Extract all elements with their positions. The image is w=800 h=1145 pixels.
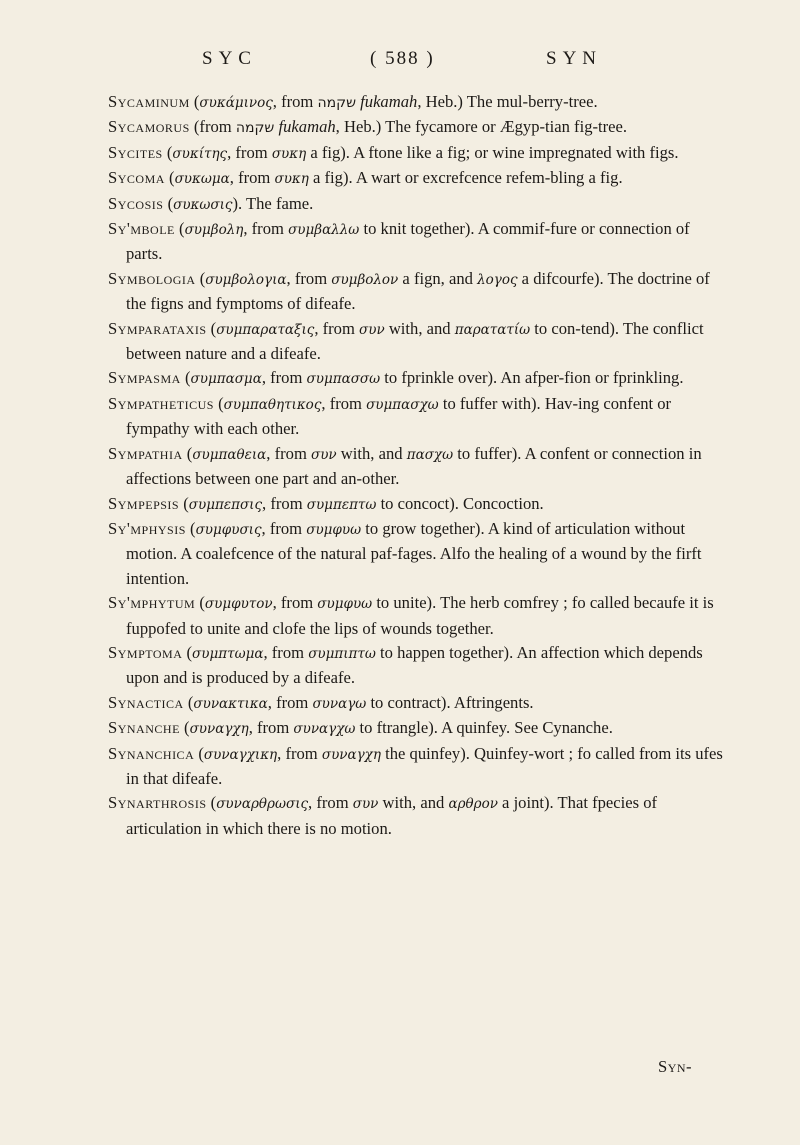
greek-root: συμφυω [306,521,362,538]
header-left: SYC [202,48,257,69]
greek-term: συμπαραταξις [216,321,315,338]
greek-term: συκίτης [172,145,228,162]
dictionary-entry [108,366,724,391]
greek-root: συμπιπτω [308,645,376,662]
entry-text: ( [162,142,173,162]
entry-text: , from [267,692,313,712]
greek-term: συμπαθεια [192,446,267,463]
entry-text: ( [185,518,196,538]
greek-root: παρατατίω [454,321,531,338]
entry-text: a difcourfe). The doctrine of the figns and fymptoms of difeafe. [126,268,710,314]
greek-term: συναγχικη [203,746,278,763]
entry-text: , from [229,168,275,188]
entry-text: to ftrangle). A quinfey. See Cynanche. [355,718,613,738]
entry-text: with, and [384,318,455,338]
entry-text: , from [243,219,289,239]
headword: Synanchica [108,743,195,763]
headword: Synarthrosis [108,793,207,813]
greek-root: συμφυω [317,596,373,613]
greek-root: συμπασχω [366,396,439,413]
greek-root: συμπεπτω [306,496,377,513]
dictionary-entries [108,90,724,841]
headword: Symparataxis [108,318,207,338]
entry-text: ( [195,268,206,288]
dictionary-entry [108,492,724,517]
entry-text: , from [227,142,272,162]
greek-root: συμβολον [331,271,399,288]
page-number: ( 588 ) [370,48,435,69]
greek-term: συμβολη [184,222,244,239]
headword: Sy'mphysis [108,518,186,538]
entry-text: to grow together). A kind of articulation without motion. A coalefcence of the natural paf-fages. Alfo the healing of a wound by the firft intention. [126,518,702,588]
entry-text: , from [248,718,294,738]
entry-text: (from [189,117,236,137]
dictionary-entry [108,217,724,267]
entry-text: ( [206,793,217,813]
headword: Symptoma [108,642,183,662]
greek-root: συμβαλλω [288,222,360,239]
entry-text: to contract). Aftringents. [366,692,534,712]
hebrew-term: שקמה [317,95,356,111]
catchword: Syn- [658,1057,693,1076]
entry-text: to fprinkle over). An afper-fion or fprinkling. [380,368,684,388]
dictionary-entry [108,392,724,442]
entry-text: a fign, and [398,268,478,288]
headword: Synanche [108,718,180,738]
greek-term: συμβολογια [205,271,287,288]
entry-text: ( [182,642,193,662]
entry-text: , from [261,518,307,538]
headword: Sycosis [108,193,164,213]
dictionary-entry [108,517,724,591]
entry-text: ( [213,393,224,413]
entry-text: ( [195,593,205,613]
headword: Sympasma [108,368,181,388]
entry-text: , from [286,268,332,288]
entry-text: ( [174,219,185,239]
entry-text: ( [179,493,189,513]
entry-text: , from [266,443,311,463]
transliteration: fukamah [278,117,336,137]
headword: Sycoma [108,168,165,188]
entry-text: to happen together). An affection which depends upon and is produced by a difeafe. [126,642,703,688]
entry-text: ( [206,318,217,338]
dictionary-entry [108,591,724,641]
header-right: SYN [546,48,603,69]
entry-text: a fig). A wart or excrefcence refem-bling a fig. [308,168,623,188]
greek-root: συναγω [312,695,367,712]
entry-text: ( [163,193,174,213]
dictionary-entry [108,90,724,115]
greek-root: συν [311,446,337,463]
greek-root: πασχω [406,446,454,463]
greek-root: συναγχη [321,746,381,763]
greek-term: συκωμα [174,171,230,188]
greek-term: συμπτωμα [192,645,264,662]
dictionary-entry [108,141,724,166]
entry-text: a fig). A ftone like a fig; or wine impregnated with figs. [306,142,679,162]
dictionary-entry [108,317,724,367]
greek-root: συν [352,796,379,813]
greek-term: συναρθρωσις [216,796,309,813]
dictionary-entry [108,267,724,317]
entry-text: , from [261,368,307,388]
entry-text: , from [263,642,309,662]
headword: Synactica [108,692,184,712]
entry-text: with, and [378,793,449,813]
entry-text: to knit together). A commif-fure or connection of parts. [126,219,690,264]
greek-term: συμφυσις [195,521,262,538]
running-header [0,48,800,78]
headword: Sympepsis [108,493,180,513]
headword: Sycaminum [108,92,190,111]
dictionary-entry [108,742,724,792]
greek-term: συμπαθητικος [223,396,322,413]
entry-text: , from [321,393,367,413]
entry-text: , from [308,793,353,813]
greek-term: συνακτικα [193,695,268,712]
entry-text: ( [180,368,191,388]
entry-text: to fuffer with). Hav-ing confent or fympathy with each other. [126,393,672,439]
dictionary-entry [108,442,724,492]
transliteration: fukamah [360,92,418,111]
entry-text: the quinfey). Quinfey-wort ; fo called from its ufes in that difeafe. [126,743,723,788]
greek-root: συναγχω [293,721,356,738]
dictionary-entry [108,192,724,217]
greek-term: συκωσις [173,196,233,213]
entry-text: ( [183,692,194,712]
greek-term: συναγχη [189,721,249,738]
greek-root: αρθρον [448,796,498,813]
headword: Sy'mphytum [108,593,196,613]
entry-text: , from [314,318,360,338]
entry-text: , from [272,92,318,111]
dictionary-entry [108,791,724,841]
hebrew-term: שקמה [235,120,275,137]
greek-root: συκη [274,171,309,188]
greek-root: συν [359,321,385,338]
headword: Sycites [108,142,163,162]
entry-text: to fuffer). A confent or connection in affections between one part and an-other. [126,443,702,489]
entry-text: ). The fame. [232,193,314,213]
entry-text: ( [194,743,204,763]
dictionary-entry [108,166,724,191]
headword: Sympatheticus [108,393,214,413]
entry-text: to con-tend). The conflict between nature and a difeafe. [126,318,704,364]
dictionary-entry [108,716,724,741]
greek-term: συμπεπσις [188,496,263,513]
headword: Sympathia [108,443,183,463]
entry-text: a joint). That fpecies of articulation in which there is no motion. [126,793,658,838]
entry-text: with, and [336,443,407,463]
entry-text: to concoct). Concoction. [376,493,544,513]
headword: Sycamorus [108,117,190,137]
entry-text: ( [179,718,190,738]
headword: Symbologia [108,268,196,288]
greek-term: συμφυτον [204,596,273,613]
entry-text: , from [277,743,322,763]
greek-term: συμπασμα [190,371,262,388]
entry-text: ( [164,168,175,188]
dictionary-entry [108,641,724,691]
greek-term: συκάμινος [199,95,273,111]
entry-text: , from [272,593,318,613]
entry-text: ( [182,443,193,463]
entry-text: , Heb.) The fycamore or Ægyp-tian fig-tree. [335,117,628,137]
dictionary-entry [108,691,724,716]
dictionary-entry [108,115,724,140]
headword: Sy'mbole [108,219,175,239]
greek-root: λογος [477,271,518,288]
entry-text: ( [189,92,200,111]
entry-text: , from [262,493,307,513]
entry-text: to unite). The herb comfrey ; fo called becaufe it is fuppofed to unite and clofe the lips of wounds together. [126,593,714,638]
greek-root: συμπασσω [306,371,381,388]
entry-text: , Heb.) The mul-berry-tree. [417,92,598,111]
greek-root: συκη [271,145,307,162]
